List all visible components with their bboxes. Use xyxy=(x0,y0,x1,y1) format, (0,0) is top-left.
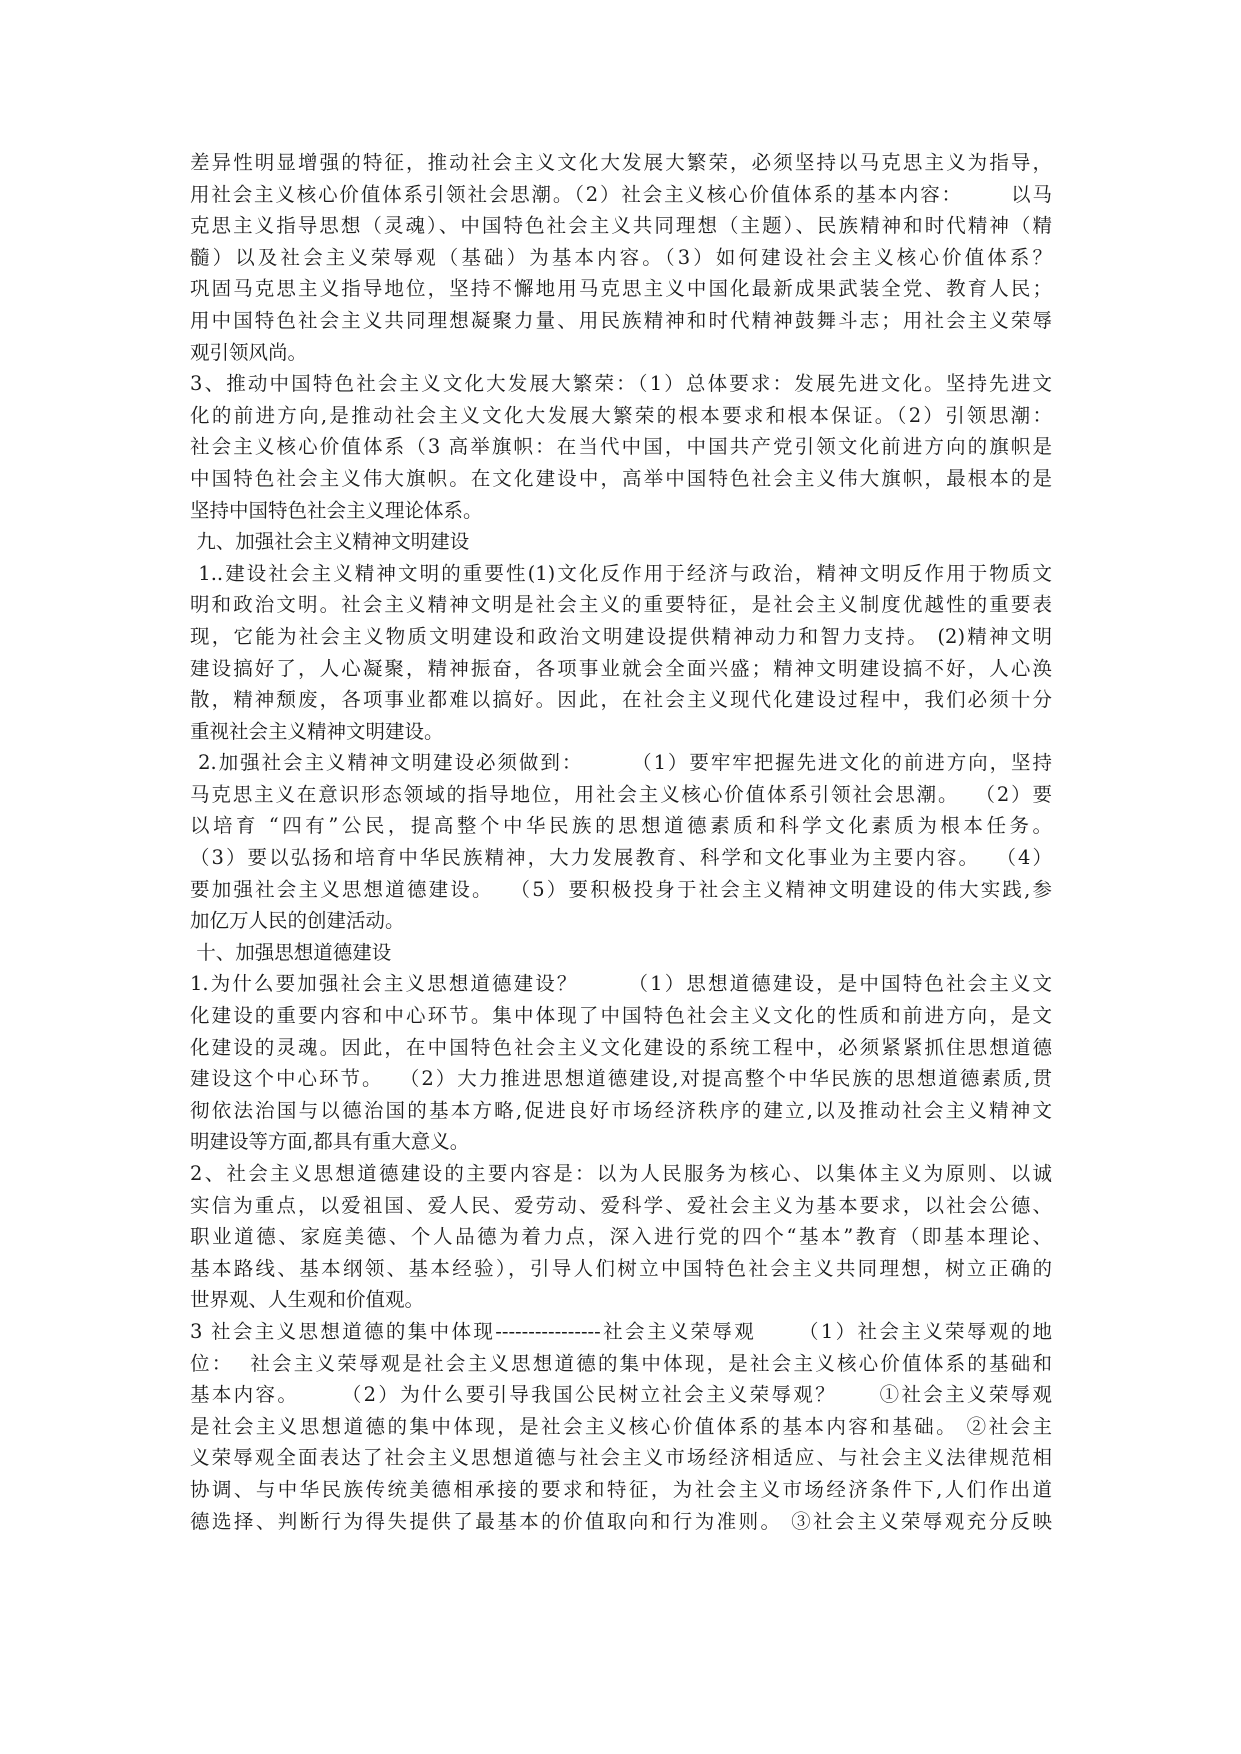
text-line: 基本路线、基本纲领、基本经验），引导人们树立中国特色社会主义共同理想，树立正确的 xyxy=(190,1256,1052,1280)
text-line: 彻依法治国与以德治国的基本方略,促进良好市场经济秩序的建立,以及推动社会主义精神文 xyxy=(190,1098,1052,1122)
text-line: 重视社会主义精神文明建设。 xyxy=(190,719,444,743)
text-line: 3 社会主义思想道德的集中体现----------------社会主义荣辱观 （1）社会主义荣辱观的地 xyxy=(190,1319,1052,1343)
text-line: 德选择、判断行为得失提供了最基本的价值取向和行为准则。 ③社会主义荣辱观充分反映 xyxy=(190,1509,1052,1533)
text-line: 义荣辱观全面表达了社会主义思想道德与社会主义市场经济相适应、与社会主义法律规范相 xyxy=(190,1446,1052,1470)
text-line: 2、社会主义思想道德建设的主要内容是：以为人民服务为核心、以集体主义为原则、以诚 xyxy=(190,1162,1052,1185)
text-line: 2.加强社会主义精神文明建设必须做到： （1）要牢牢把握先进文化的前进方向，坚持 xyxy=(190,751,1052,775)
text-line: 要加强社会主义思想道德建设。 （5）要积极投身于社会主义精神文明建设的伟大实践,参 xyxy=(190,877,1052,901)
text-line: 现，它能为社会主义物质文明建设和政治文明建设提供精神动力和智力支持。 (2)精神文明 xyxy=(190,624,1052,648)
text-line: 克思主义指导思想（灵魂）、中国特色社会主义共同理想（主题）、民族精神和时代精神（精 xyxy=(190,214,1052,238)
text-line: 建设搞好了，人心凝聚，精神振奋，各项事业就会全面兴盛；精神文明建设搞不好，人心涣 xyxy=(190,656,1052,680)
text-line: 基本内容。 （2）为什么要引导我国公民树立社会主义荣辱观？ ①社会主义荣辱观 xyxy=(190,1383,1052,1407)
text-line: 1..建设社会主义精神文明的重要性(1)文化反作用于经济与政治，精神文明反作用于物质文 xyxy=(190,561,1052,585)
text-line: 马克思主义在意识形态领域的指导地位，用社会主义核心价值体系引领社会思潮。 （2）要 xyxy=(190,782,1052,806)
text-line: 建设这个中心环节。 （2）大力推进思想道德建设,对提高整个中华民族的思想道德素质,贯 xyxy=(190,1067,1052,1091)
text-line: 明建设等方面,都具有重大意义。 xyxy=(190,1130,470,1154)
text-line: 巩固马克思主义指导地位，坚持不懈地用马克思主义中国化最新成果武装全党、教育人民； xyxy=(190,277,1052,301)
text-line: 实信为重点，以爱祖国、爱人民、爱劳动、爱科学、爱社会主义为基本要求，以社会公德、 xyxy=(190,1193,1052,1217)
text-line: 用社会主义核心价值体系引领社会思潮。（2）社会主义核心价值体系的基本内容： 以马 xyxy=(190,182,1052,206)
text-line: 化建设的重要内容和中心环节。集中体现了中国特色社会主义文化的性质和前进方向，是文 xyxy=(190,1004,1052,1028)
text-line: 十、加强思想道德建设 xyxy=(190,940,392,964)
text-line: 九、加强社会主义精神文明建设 xyxy=(190,530,470,554)
text-line: 职业道德、家庭美德、个人品德为着力点，深入进行党的四个“基本”教育（即基本理论、 xyxy=(190,1225,1052,1249)
text-line: 差异性明显增强的特征，推动社会主义文化大发展大繁荣，必须坚持以马克思主义为指导， xyxy=(190,151,1052,174)
text-line: 位： 社会主义荣辱观是社会主义思想道德的集中体现，是社会主义核心价值体系的基础和 xyxy=(190,1351,1052,1375)
text-line: 世界观、人生观和价值观。 xyxy=(190,1288,425,1312)
text-line: 以培育 “四有”公民，提高整个中华民族的思想道德素质和科学文化素质为根本任务。 xyxy=(190,814,1052,838)
text-line: 1.为什么要加强社会主义思想道德建设？ （1）思想道德建设，是中国特色社会主义文 xyxy=(190,972,1052,996)
text-line: 髓）以及社会主义荣辱观（基础）为基本内容。（3）如何建设社会主义核心价值体系？ xyxy=(190,245,1052,269)
text-line: （3）要以弘扬和培育中华民族精神，大力发展教育、科学和文化事业为主要内容。 （4） xyxy=(190,846,1052,870)
text-line: 是社会主义思想道德的集中体现，是社会主义核心价值体系的基本内容和基础。 ②社会主 xyxy=(190,1414,1052,1438)
text-line: 观引领风尚。 xyxy=(190,340,308,364)
text-line: 明和政治文明。社会主义精神文明是社会主义的重要特征，是社会主义制度优越性的重要表 xyxy=(190,593,1052,617)
text-line: 用中国特色社会主义共同理想凝聚力量、用民族精神和时代精神鼓舞斗志；用社会主义荣辱 xyxy=(190,308,1052,332)
text-line: 坚持中国特色社会主义理论体系。 xyxy=(190,498,483,522)
text-line: 化的前进方向,是推动社会主义文化大发展大繁荣的根本要求和根本保证。（2）引领思潮： xyxy=(190,403,1052,427)
text-line: 社会主义核心价值体系（3 高举旗帜：在当代中国，中国共产党引领文化前进方向的旗帜是 xyxy=(190,435,1052,459)
text-line: 散，精神颓废，各项事业都难以搞好。因此，在社会主义现代化建设过程中，我们必须十分 xyxy=(190,688,1052,712)
document-page xyxy=(190,147,1052,1537)
text-line: 中国特色社会主义伟大旗帜。在文化建设中，高举中国特色社会主义伟大旗帜，最根本的是 xyxy=(190,466,1052,490)
text-line: 3、推动中国特色社会主义文化大发展大繁荣：（1）总体要求：发展先进文化。坚持先进文 xyxy=(190,372,1052,396)
text-line: 加亿万人民的创建活动。 xyxy=(190,909,405,933)
text-line: 化建设的灵魂。因此，在中国特色社会主义文化建设的系统工程中，必须紧紧抓住思想道德 xyxy=(190,1035,1052,1059)
text-line: 协调、与中华民族传统美德相承接的要求和特征，为社会主义市场经济条件下,人们作出道 xyxy=(190,1477,1052,1501)
